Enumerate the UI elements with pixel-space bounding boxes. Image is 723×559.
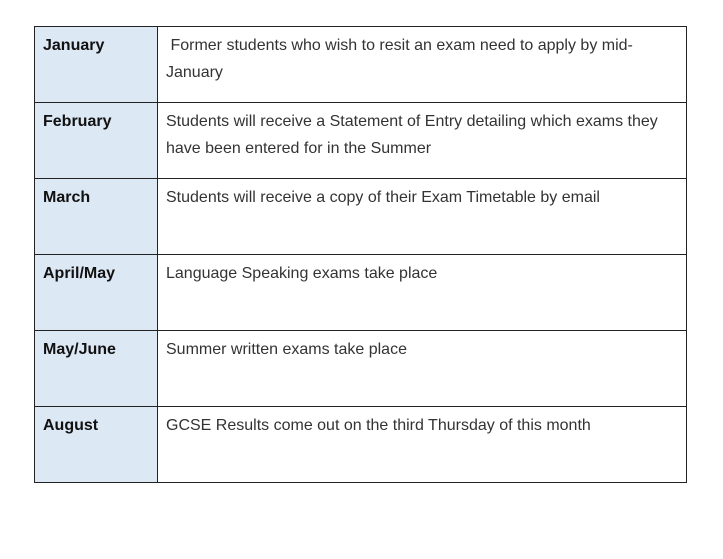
month-cell [35,407,158,483]
description-text: GCSE Results come out on the third Thursday of this month [166,417,591,434]
table-row [35,331,687,407]
table-row [35,255,687,331]
month-label: January [43,37,105,54]
month-label: April/May [43,265,116,282]
description-text: Students will receive a Statement of Entry detailing which exams they have been entered for in the Summer [166,113,658,157]
description-text: Former students who wish to resit an exam need to apply by mid-January [166,37,633,81]
month-label: March [43,189,91,206]
description-text: Language Speaking exams take place [166,265,438,282]
exam-calendar-table [34,26,687,483]
table-row [35,179,687,255]
description-cell [158,255,687,331]
month-label: May/June [43,341,116,358]
description-cell [158,407,687,483]
month-label: August [43,417,99,434]
table-row [35,407,687,483]
description-text: Students will receive a copy of their Exam Timetable by email [166,189,600,206]
description-cell [158,27,687,103]
month-cell [35,27,158,103]
month-cell [35,179,158,255]
description-cell [158,331,687,407]
month-cell [35,331,158,407]
month-cell [35,255,158,331]
description-text: Summer written exams take place [166,341,407,358]
month-cell [35,103,158,179]
table-row [35,27,687,103]
table-row [35,103,687,179]
description-cell [158,103,687,179]
month-label: February [43,113,112,130]
description-cell [158,179,687,255]
